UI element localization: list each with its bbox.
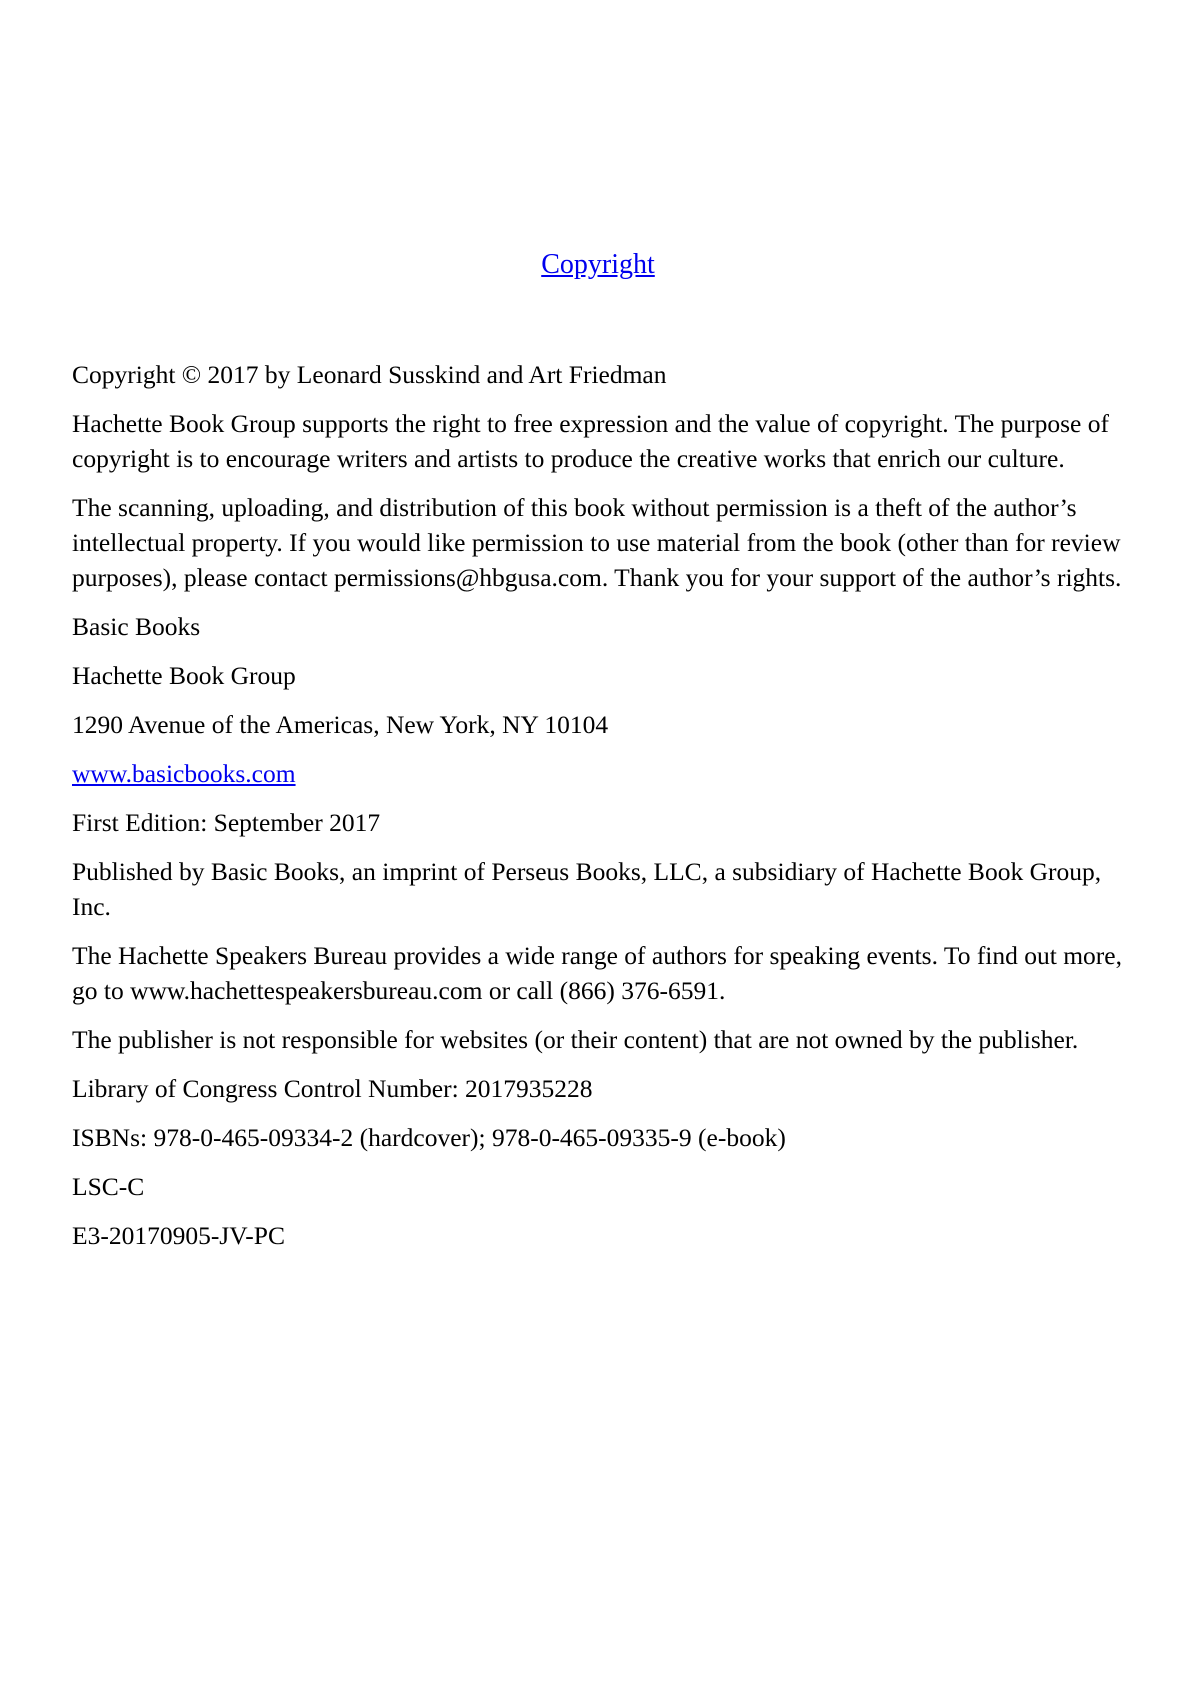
lsc-code: LSC-C	[72, 1172, 145, 1201]
loc-number: Library of Congress Control Number: 2017935228	[72, 1074, 593, 1103]
published-by-paragraph: Published by Basic Books, an imprint of Perseus Books, LLC, a subsidiary of Hachette Book Group, Inc.	[72, 857, 1102, 921]
scanning-notice-paragraph: The scanning, uploading, and distribution of this book without permission is a theft of the author’s intellectual property. If you would like permission to use material from the book (other than for review purposes), please contact permissions@hbgusa.com. Thank you for your support of the author’s rights.	[72, 493, 1122, 592]
publisher-group: Hachette Book Group	[72, 661, 296, 690]
page-title	[72, 248, 1124, 282]
publisher-website-line	[72, 756, 1124, 791]
copyright-line: Copyright © 2017 by Leonard Susskind and Art Friedman	[72, 360, 667, 389]
publisher-name: Basic Books	[72, 612, 201, 641]
copyright-body	[72, 357, 1124, 1267]
publisher-address: 1290 Avenue of the Americas, New York, NY 10104	[72, 710, 609, 739]
edition-line: First Edition: September 2017	[72, 808, 381, 837]
responsibility-paragraph: The publisher is not responsible for websites (or their content) that are not owned by the publisher.	[72, 1025, 1079, 1054]
copyright-title-link[interactable]: Copyright	[541, 249, 655, 280]
speakers-bureau-paragraph: The Hachette Speakers Bureau provides a wide range of authors for speaking events. To find out more, go to www.hachettespeakersbureau.com or call (866) 376-6591.	[72, 941, 1122, 1005]
ebook-code: E3-20170905-JV-PC	[72, 1221, 285, 1250]
free-expression-paragraph: Hachette Book Group supports the right to free expression and the value of copyright. The purpose of copyright is to encourage writers and artists to produce the creative works that enrich our culture.	[72, 409, 1109, 473]
publisher-website-link[interactable]: www.basicbooks.com	[72, 759, 296, 788]
isbns-line: ISBNs: 978-0-465-09334-2 (hardcover); 978-0-465-09335-9 (e-book)	[72, 1123, 786, 1152]
